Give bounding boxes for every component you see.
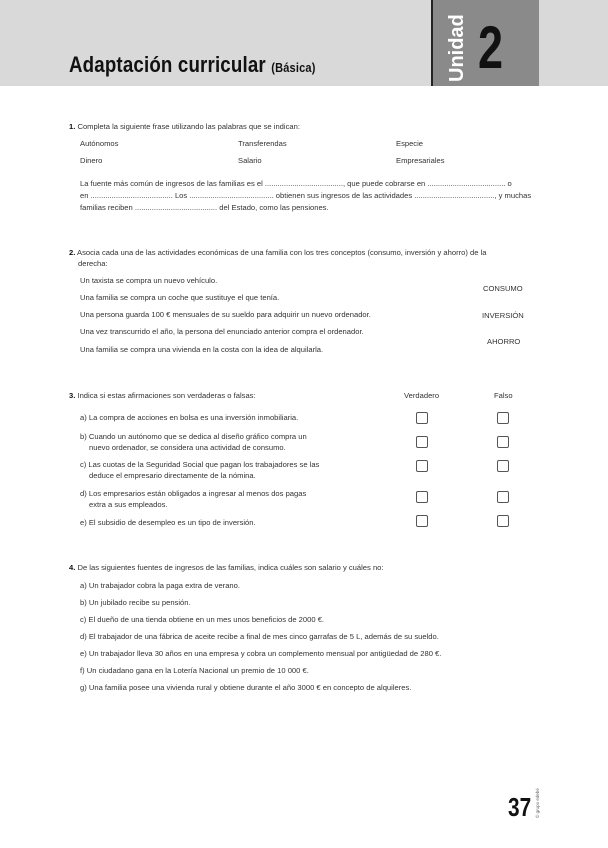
q2-item[interactable]: Una vez transcurrido el año, la persona del enunciado anterior compra el ordenador. xyxy=(80,327,364,336)
q3-item-c-cont: deduce el empresario directamente de la nómina. xyxy=(89,471,256,480)
q4-item[interactable]: a) Un trabajador cobra la paga extra de verano. xyxy=(80,581,240,590)
q4-item[interactable]: g) Una familia posee una vivienda rural y obtiene durante el año 3000 € en concepto de alquileres. xyxy=(80,683,412,692)
q1-prompt: 1. Completa la siguiente frase utilizando las palabras que se indican: xyxy=(69,122,300,131)
q2-item[interactable]: Una persona guarda 100 € mensuales de su sueldo para adquirir un nuevo ordenador. xyxy=(80,310,371,319)
q1-sentence-line[interactable]: en ....................................... Los ........................................ obtienen sus ingresos de las actividades ......................................, y muchas xyxy=(80,191,532,200)
q4-item[interactable]: b) Un jubilado recibe su pensión. xyxy=(80,598,191,607)
q2-prompt-cont: derecha: xyxy=(78,259,108,268)
q1-sentence-line[interactable]: familias reciben ....................................... del Estado, como las pensiones. xyxy=(80,203,329,212)
q3-e-true-checkbox[interactable] xyxy=(416,515,428,527)
q3-a-false-checkbox[interactable] xyxy=(497,412,509,424)
page-title: Adaptación curricular (Básica) xyxy=(69,52,316,77)
q1-word: Autónomos xyxy=(80,139,119,148)
q3-col-false: Falso xyxy=(494,391,513,400)
q2-concept[interactable]: CONSUMO xyxy=(483,284,523,293)
q4-item[interactable]: e) Un trabajador lleva 30 años en una empresa y cobra un complemento mensual por antigüedad de 280 €. xyxy=(80,649,442,658)
q3-item-c: c) Las cuotas de la Seguridad Social que pagan los trabajadores se las xyxy=(80,460,320,469)
publisher-mark: © grupo edebé xyxy=(535,788,540,818)
q1-word: Dinero xyxy=(80,156,103,165)
unit-number: 2 xyxy=(478,14,504,81)
q3-b-true-checkbox[interactable] xyxy=(416,436,428,448)
page-number: 37 xyxy=(508,792,532,822)
q3-item-d: d) Los empresarios están obligados a ingresar al menos dos pagas xyxy=(80,489,307,498)
q4-prompt: 4. De las siguientes fuentes de ingresos de las familias, indica cuáles son salario y cuáles no: xyxy=(69,563,384,572)
q2-item[interactable]: Una familia se compra una vivienda en la costa con la idea de alquilarla. xyxy=(80,345,324,354)
q1-sentence-line[interactable]: La fuente más común de ingresos de las familias es el ....................................., que puede cobrarse en ..................................... o xyxy=(80,179,512,188)
q1-word: Transferendas xyxy=(238,139,287,148)
q4-item[interactable]: f) Un ciudadano gana en la Lotería Nacional un premio de 10 000 €. xyxy=(80,666,309,675)
q2-prompt: 2. Asocia cada una de las actividades económicas de una familia con los tres conceptos (consumo, inversión y ahorro) de la xyxy=(69,248,487,257)
q3-item-b-cont: nuevo ordenador, se considera una actividad de consumo. xyxy=(89,443,286,452)
q3-d-true-checkbox[interactable] xyxy=(416,491,428,503)
q4-item[interactable]: d) El trabajador de una fábrica de aceite recibe a final de mes cinco garrafas de 5 L, además de su sueldo. xyxy=(80,632,439,641)
q3-item-e: e) El subsidio de desempleo es un tipo de inversión. xyxy=(80,518,256,527)
q2-item[interactable]: Un taxista se compra un nuevo vehículo. xyxy=(80,276,218,285)
q4-item[interactable]: c) El dueño de una tienda obtiene en un mes unos beneficios de 2000 €. xyxy=(80,615,325,624)
q2-item[interactable]: Una familia se compra un coche que sustituye el que tenía. xyxy=(80,293,280,302)
q1-word: Empresariales xyxy=(396,156,445,165)
q3-item-d-cont: extra a sus empleados. xyxy=(89,500,168,509)
q3-b-false-checkbox[interactable] xyxy=(497,436,509,448)
q1-word: Salario xyxy=(238,156,262,165)
q3-col-true: Verdadero xyxy=(404,391,440,400)
q2-concept[interactable]: INVERSIÓN xyxy=(482,311,524,320)
q3-prompt: 3. Indica si estas afirmaciones son verdaderas o falsas: xyxy=(69,391,256,400)
q1-word: Especie xyxy=(396,139,424,148)
q3-item-a: a) La compra de acciones en bolsa es una inversión inmobiliaria. xyxy=(80,413,299,422)
q3-c-false-checkbox[interactable] xyxy=(497,460,509,472)
q3-item-b: b) Cuando un autónomo que se dedica al diseño gráfico compra un xyxy=(80,432,307,441)
q3-e-false-checkbox[interactable] xyxy=(497,515,509,527)
q2-concept[interactable]: AHORRO xyxy=(487,337,521,346)
q3-a-true-checkbox[interactable] xyxy=(416,412,428,424)
page-subtitle: (Básica) xyxy=(271,60,316,75)
q3-d-false-checkbox[interactable] xyxy=(497,491,509,503)
q3-c-true-checkbox[interactable] xyxy=(416,460,428,472)
unit-label: Unidad xyxy=(446,14,468,82)
